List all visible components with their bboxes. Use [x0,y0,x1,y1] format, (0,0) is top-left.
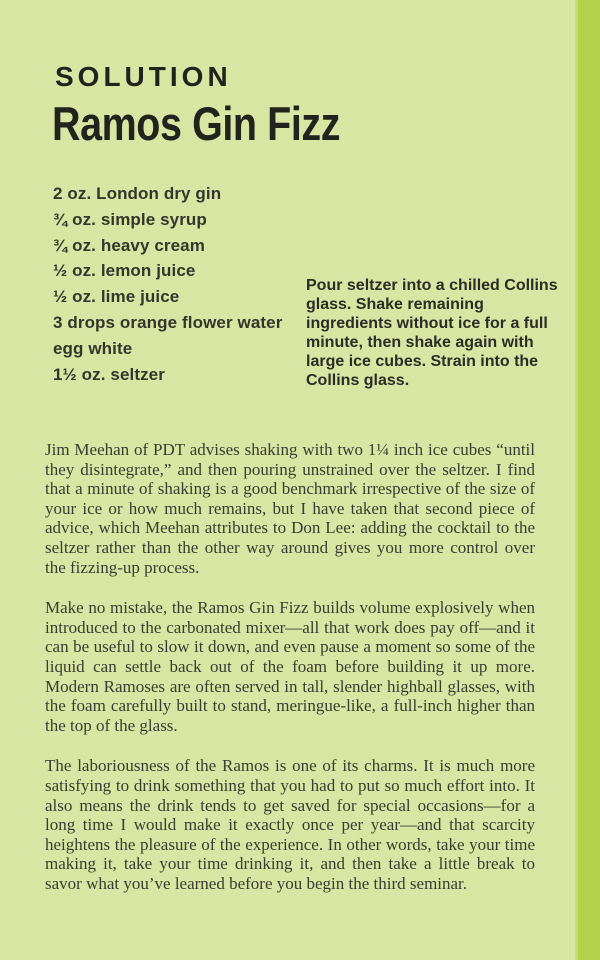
ingredient-item: ¾ oz. simple syrup [53,209,207,229]
ingredient-item: ½ oz. lemon juice [53,261,196,281]
ingredient-item: 3 drops orange flower water [53,312,283,332]
recipe-title: Ramos Gin Fizz [52,97,341,150]
ingredient-list [53,181,282,387]
ingredient-item: egg white [53,338,133,358]
ingredient-item: 1½ oz. seltzer [53,364,165,384]
body-paragraph: Jim Meehan of PDT advises shaking with two 1¼ inch ice cubes “until they disintegrate,” and then pouring unstrained over the seltzer. I find that a minute of shaking is a good benchmark irrespective of the size of your ice or how much remains, but I have taken that second piece of advice, which Meehan attributes to Don Lee: adding the cocktail to the seltzer rather than the other way around gives you more control over the fizzing-up process. [45,440,535,577]
body-paragraph: Make no mistake, the Ramos Gin Fizz builds volume explosively when introduced to the carbonated mixer—all that work does pay off—and it can be useful to slow it down, and even pause a moment so some of the liquid can settle back out of the foam before building it up more. Modern Ramoses are often served in tall, slender highball glasses, with the foam carefully built to stand, meringue-like, a full-inch higher than the top of the glass. [45,598,535,735]
body-paragraph: The laboriousness of the Ramos is one of its charms. It is much more satisfying to drink something that you had to put so much effort into. It also means the drink tends to get saved for special occasions—for a long time I would make it exactly once per year—and that scarcity heightens the pleasure of the experience. In other words, take your time making it, take your time drinking it, and then take a little break to savor what you’ve learned before you begin the third seminar. [45,756,535,893]
ingredient-item: ½ oz. lime juice [53,287,180,307]
section-kicker: SOLUTION [55,61,232,92]
ingredient-item: 2 oz. London dry gin [53,184,222,203]
instructions-block: Pour seltzer into a chilled Collins glass. Shake remaining ingredients without ice for a full minute, then shake again with large ice cubes. Strain into the Collins glass. [306,277,558,389]
body-text [45,440,535,914]
page-edge-strip [575,0,600,960]
ingredient-item: ¾ oz. heavy cream [53,235,205,255]
